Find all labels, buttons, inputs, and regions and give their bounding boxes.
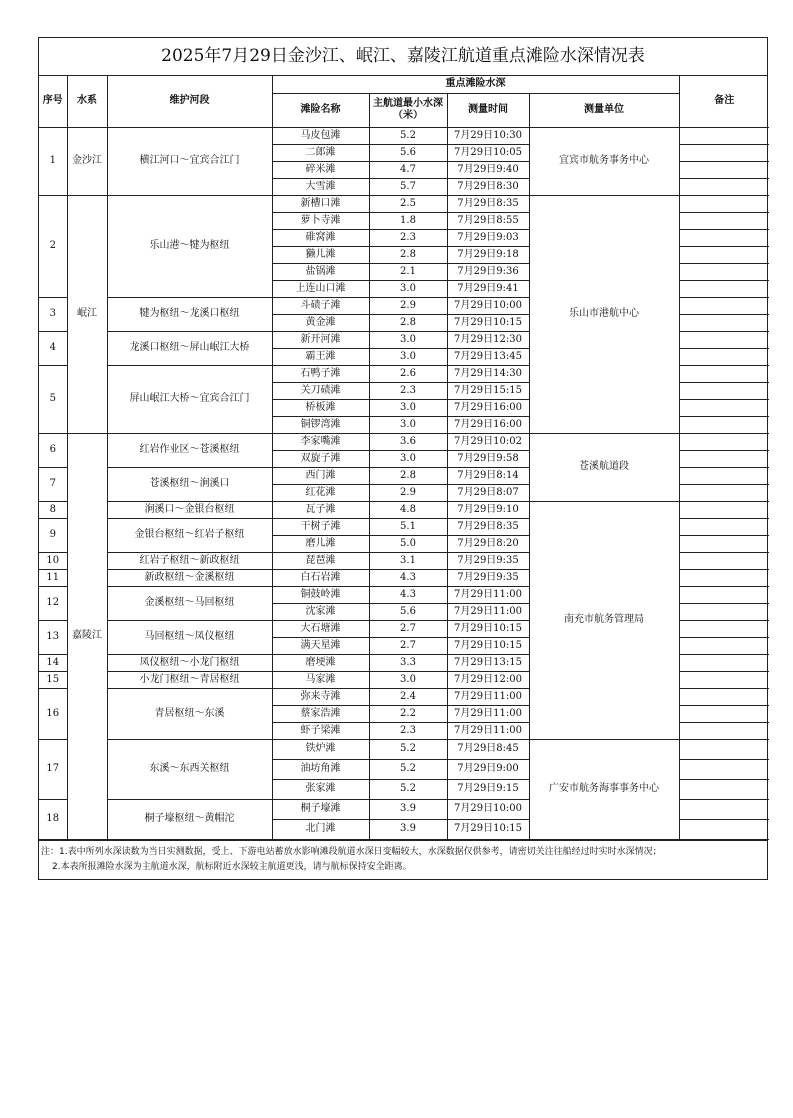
section-cell: 桐子壕枢纽～黄帽沱 [107, 799, 272, 839]
remark-cell [679, 759, 769, 779]
remark-cell [679, 705, 769, 722]
depth-cell: 3.3 [369, 654, 447, 671]
seq-cell: 2 [39, 195, 67, 297]
depth-cell: 4.3 [369, 569, 447, 586]
remark-cell [679, 433, 769, 450]
unit-cell: 苍溪航道段 [529, 433, 679, 501]
seq-cell: 7 [39, 467, 67, 501]
section-cell: 屏山岷江大桥～宜宾合江门 [107, 365, 272, 433]
seq-cell: 14 [39, 654, 67, 671]
remark-cell [679, 195, 769, 212]
shoal-cell: 桥板滩 [272, 399, 369, 416]
shoal-cell: 满天星滩 [272, 637, 369, 654]
remark-cell [679, 739, 769, 759]
time-cell: 7月29日8:14 [447, 467, 529, 484]
shoal-cell: 大雪滩 [272, 178, 369, 195]
seq-cell: 18 [39, 799, 67, 839]
seq-cell: 11 [39, 569, 67, 586]
shoal-cell: 西门滩 [272, 467, 369, 484]
table-row [39, 501, 769, 518]
time-cell: 7月29日13:45 [447, 348, 529, 365]
remark-cell [679, 450, 769, 467]
depth-cell: 3.0 [369, 280, 447, 297]
time-cell: 7月29日8:45 [447, 739, 529, 759]
shoal-cell: 黄金滩 [272, 314, 369, 331]
depth-cell: 3.0 [369, 671, 447, 688]
time-cell: 7月29日8:55 [447, 212, 529, 229]
depth-cell: 3.0 [369, 348, 447, 365]
header-group: 重点滩险水深 [272, 76, 679, 93]
shoal-cell: 红花滩 [272, 484, 369, 501]
system-cell: 嘉陵江 [67, 433, 107, 839]
remark-cell [679, 722, 769, 739]
shoal-cell: 大石塘滩 [272, 620, 369, 637]
seq-cell: 5 [39, 365, 67, 433]
time-cell: 7月29日10:00 [447, 297, 529, 314]
time-cell: 7月29日8:35 [447, 518, 529, 535]
depth-report-sheet [38, 37, 768, 880]
time-cell: 7月29日9:35 [447, 569, 529, 586]
depth-cell: 2.3 [369, 722, 447, 739]
remark-cell [679, 552, 769, 569]
seq-cell: 13 [39, 620, 67, 654]
shoal-cell: 琵琶滩 [272, 552, 369, 569]
shoal-cell: 上连山口滩 [272, 280, 369, 297]
remark-cell [679, 178, 769, 195]
seq-cell: 3 [39, 297, 67, 331]
depth-cell: 2.8 [369, 314, 447, 331]
shoal-cell: 盐锅滩 [272, 263, 369, 280]
shoal-cell: 马家滩 [272, 671, 369, 688]
depth-cell: 5.7 [369, 178, 447, 195]
seq-cell: 10 [39, 552, 67, 569]
time-cell: 7月29日10:00 [447, 799, 529, 819]
shoal-cell: 北门滩 [272, 819, 369, 839]
depth-cell: 5.6 [369, 603, 447, 620]
depth-cell: 5.2 [369, 127, 447, 144]
notes [39, 840, 767, 879]
system-cell: 金沙江 [67, 127, 107, 195]
shoal-cell: 铜锣湾滩 [272, 416, 369, 433]
shoal-cell: 二郎滩 [272, 144, 369, 161]
remark-cell [679, 399, 769, 416]
shoal-cell: 虾子梁滩 [272, 722, 369, 739]
remark-cell [679, 280, 769, 297]
remark-cell [679, 212, 769, 229]
shoal-cell: 张家滩 [272, 779, 369, 799]
time-cell: 7月29日9:58 [447, 450, 529, 467]
section-cell: 东溪～东西关枢纽 [107, 739, 272, 799]
shoal-cell: 獭儿滩 [272, 246, 369, 263]
time-cell: 7月29日9:15 [447, 779, 529, 799]
shoal-cell: 铜鼓岭滩 [272, 586, 369, 603]
system-cell: 岷江 [67, 195, 107, 433]
note-line: 2.本表所报滩险水深为主航道水深，航标附近水深较主航道更浅，请与航标保持安全距离。 [52, 861, 412, 872]
remark-cell [679, 688, 769, 705]
shoal-cell: 碎米滩 [272, 161, 369, 178]
remark-cell [679, 246, 769, 263]
time-cell: 7月29日13:15 [447, 654, 529, 671]
time-cell: 7月29日9:41 [447, 280, 529, 297]
depth-cell: 2.3 [369, 382, 447, 399]
remark-cell [679, 348, 769, 365]
depth-cell: 2.1 [369, 263, 447, 280]
remark-cell [679, 501, 769, 518]
remark-cell [679, 467, 769, 484]
remark-cell [679, 127, 769, 144]
shoal-cell: 磨儿滩 [272, 535, 369, 552]
remark-cell [679, 314, 769, 331]
depth-cell: 3.6 [369, 433, 447, 450]
remark-cell [679, 365, 769, 382]
remark-cell [679, 620, 769, 637]
shoal-cell: 双旋子滩 [272, 450, 369, 467]
shoal-cell: 李家嘴滩 [272, 433, 369, 450]
time-cell: 7月29日11:00 [447, 586, 529, 603]
depth-cell: 1.8 [369, 212, 447, 229]
depth-cell: 2.5 [369, 195, 447, 212]
remark-cell [679, 779, 769, 799]
seq-cell: 6 [39, 433, 67, 467]
section-cell: 金银台枢纽～红岩子枢纽 [107, 518, 272, 552]
remark-cell [679, 297, 769, 314]
shoal-cell: 弥来寺滩 [272, 688, 369, 705]
section-cell: 马回枢纽～凤仪枢纽 [107, 620, 272, 654]
depth-cell: 2.7 [369, 637, 447, 654]
report-title: 2025年7月29日金沙江、岷江、嘉陵江航道重点滩险水深情况表 [39, 38, 767, 76]
depth-cell: 2.9 [369, 297, 447, 314]
depth-cell: 2.4 [369, 688, 447, 705]
shoal-cell: 干树子滩 [272, 518, 369, 535]
note-line: 注：1.表中所列水深读数为当日实测数据，受上、下游电站蓄放水影响滩段航道水深日变幅较大，水深数据仅供参考，请密切关注往船经过时实时水深情况； [41, 846, 662, 857]
depth-table [39, 76, 769, 840]
remark-cell [679, 263, 769, 280]
section-cell: 苍溪枢纽～涧溪口 [107, 467, 272, 501]
depth-cell: 3.9 [369, 799, 447, 819]
time-cell: 7月29日8:07 [447, 484, 529, 501]
depth-cell: 2.7 [369, 620, 447, 637]
section-cell: 龙溪口枢纽～屏山岷江大桥 [107, 331, 272, 365]
depth-cell: 4.7 [369, 161, 447, 178]
seq-cell: 4 [39, 331, 67, 365]
remark-cell [679, 535, 769, 552]
remark-cell [679, 654, 769, 671]
depth-cell: 4.3 [369, 586, 447, 603]
time-cell: 7月29日10:15 [447, 637, 529, 654]
shoal-cell: 关刀碛滩 [272, 382, 369, 399]
unit-cell: 宜宾市航务事务中心 [529, 127, 679, 195]
section-cell: 青居枢纽～东溪 [107, 688, 272, 739]
unit-cell: 乐山市港航中心 [529, 195, 679, 433]
depth-cell: 3.0 [369, 399, 447, 416]
header-depth: 主航道最小水深（米） [369, 93, 447, 127]
time-cell: 7月29日10:05 [447, 144, 529, 161]
remark-cell [679, 569, 769, 586]
time-cell: 7月29日10:30 [447, 127, 529, 144]
header-unit: 测量单位 [529, 93, 679, 127]
table-row [39, 433, 769, 450]
time-cell: 7月29日8:30 [447, 178, 529, 195]
time-cell: 7月29日10:02 [447, 433, 529, 450]
shoal-cell: 石鸭子滩 [272, 365, 369, 382]
depth-cell: 5.2 [369, 779, 447, 799]
time-cell: 7月29日9:36 [447, 263, 529, 280]
header-section: 维护河段 [107, 76, 272, 127]
time-cell: 7月29日11:00 [447, 705, 529, 722]
shoal-cell: 沈家滩 [272, 603, 369, 620]
shoal-cell: 桐子壕滩 [272, 799, 369, 819]
depth-cell: 3.0 [369, 331, 447, 348]
remark-cell [679, 229, 769, 246]
shoal-cell: 碓窝滩 [272, 229, 369, 246]
remark-cell [679, 671, 769, 688]
section-cell: 红岩子枢纽～新政枢纽 [107, 552, 272, 569]
time-cell: 7月29日9:40 [447, 161, 529, 178]
shoal-cell: 磨埂滩 [272, 654, 369, 671]
depth-cell: 2.2 [369, 705, 447, 722]
time-cell: 7月29日11:00 [447, 688, 529, 705]
shoal-cell: 新槽口滩 [272, 195, 369, 212]
time-cell: 7月29日14:30 [447, 365, 529, 382]
time-cell: 7月29日16:00 [447, 399, 529, 416]
depth-cell: 5.2 [369, 759, 447, 779]
depth-cell: 2.8 [369, 246, 447, 263]
time-cell: 7月29日16:00 [447, 416, 529, 433]
remark-cell [679, 416, 769, 433]
remark-cell [679, 799, 769, 819]
depth-cell: 3.9 [369, 819, 447, 839]
depth-cell: 2.3 [369, 229, 447, 246]
header-time: 测量时间 [447, 93, 529, 127]
depth-cell: 3.0 [369, 416, 447, 433]
shoal-cell: 霸王滩 [272, 348, 369, 365]
seq-cell: 15 [39, 671, 67, 688]
time-cell: 7月29日8:35 [447, 195, 529, 212]
remark-cell [679, 484, 769, 501]
table-row [39, 739, 769, 759]
shoal-cell: 瓦子滩 [272, 501, 369, 518]
section-cell: 凤仪枢纽～小龙门枢纽 [107, 654, 272, 671]
section-cell: 小龙门枢纽～青居枢纽 [107, 671, 272, 688]
header-shoal: 滩险名称 [272, 93, 369, 127]
shoal-cell: 新开河滩 [272, 331, 369, 348]
section-cell: 新政枢纽～金溪枢纽 [107, 569, 272, 586]
time-cell: 7月29日12:30 [447, 331, 529, 348]
section-cell: 红岩作业区～苍溪枢纽 [107, 433, 272, 467]
depth-cell: 2.9 [369, 484, 447, 501]
time-cell: 7月29日9:03 [447, 229, 529, 246]
time-cell: 7月29日9:00 [447, 759, 529, 779]
depth-cell: 3.1 [369, 552, 447, 569]
time-cell: 7月29日11:00 [447, 603, 529, 620]
remark-cell [679, 144, 769, 161]
depth-cell: 5.6 [369, 144, 447, 161]
seq-cell: 8 [39, 501, 67, 518]
remark-cell [679, 382, 769, 399]
time-cell: 7月29日9:10 [447, 501, 529, 518]
shoal-cell: 马皮包滩 [272, 127, 369, 144]
remark-cell [679, 637, 769, 654]
time-cell: 7月29日10:15 [447, 314, 529, 331]
shoal-cell: 油坊角滩 [272, 759, 369, 779]
time-cell: 7月29日11:00 [447, 722, 529, 739]
section-cell: 横江河口～宜宾合江门 [107, 127, 272, 195]
depth-cell: 2.6 [369, 365, 447, 382]
shoal-cell: 斗碛子滩 [272, 297, 369, 314]
seq-cell: 9 [39, 518, 67, 552]
time-cell: 7月29日12:00 [447, 671, 529, 688]
time-cell: 7月29日9:18 [447, 246, 529, 263]
header-system: 水系 [67, 76, 107, 127]
remark-cell [679, 331, 769, 348]
table-row [39, 195, 769, 212]
section-cell: 金溪枢纽～马回枢纽 [107, 586, 272, 620]
depth-cell: 2.8 [369, 467, 447, 484]
depth-cell: 5.0 [369, 535, 447, 552]
header-remark: 备注 [679, 76, 769, 127]
seq-cell: 12 [39, 586, 67, 620]
table-row [39, 127, 769, 144]
time-cell: 7月29日9:35 [447, 552, 529, 569]
unit-cell: 南充市航务管理局 [529, 501, 679, 739]
section-cell: 涧溪口～金银台枢纽 [107, 501, 272, 518]
seq-cell: 16 [39, 688, 67, 739]
shoal-cell: 蔡家浩滩 [272, 705, 369, 722]
depth-cell: 3.0 [369, 450, 447, 467]
remark-cell [679, 586, 769, 603]
time-cell: 7月29日10:15 [447, 620, 529, 637]
remark-cell [679, 161, 769, 178]
shoal-cell: 铁炉滩 [272, 739, 369, 759]
remark-cell [679, 518, 769, 535]
time-cell: 7月29日10:15 [447, 819, 529, 839]
shoal-cell: 萝卜寺滩 [272, 212, 369, 229]
table-body [39, 127, 769, 839]
remark-cell [679, 603, 769, 620]
seq-cell: 1 [39, 127, 67, 195]
unit-cell: 广安市航务海事事务中心 [529, 739, 679, 839]
depth-cell: 5.2 [369, 739, 447, 759]
seq-cell: 17 [39, 739, 67, 799]
depth-cell: 4.8 [369, 501, 447, 518]
header-seq: 序号 [39, 76, 67, 127]
section-cell: 乐山港～犍为枢纽 [107, 195, 272, 297]
depth-cell: 5.1 [369, 518, 447, 535]
time-cell: 7月29日8:20 [447, 535, 529, 552]
time-cell: 7月29日15:15 [447, 382, 529, 399]
remark-cell [679, 819, 769, 839]
section-cell: 犍为枢纽～龙溪口枢纽 [107, 297, 272, 331]
shoal-cell: 白石岩滩 [272, 569, 369, 586]
